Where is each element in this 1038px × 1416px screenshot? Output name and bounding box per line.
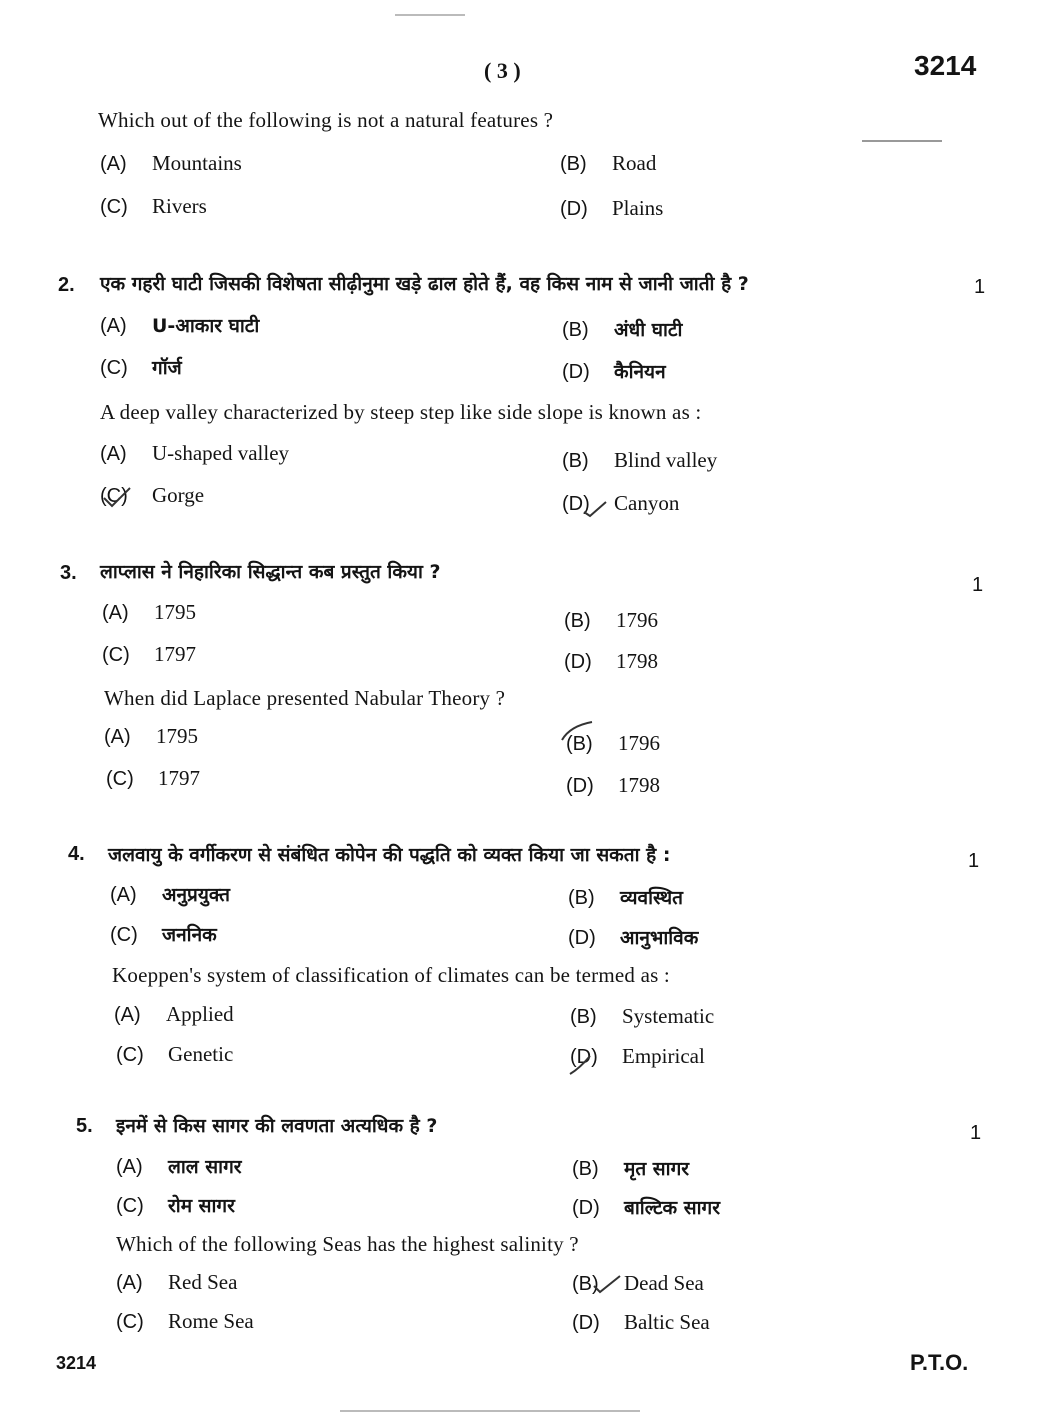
q4-option-a-en: (A) Applied bbox=[114, 1002, 234, 1026]
tick-mark-icon bbox=[566, 1050, 600, 1080]
q5-option-b-hi: (B) मृत सागर bbox=[572, 1158, 690, 1180]
q4-option-d-en: (D) Empirical bbox=[570, 1044, 705, 1068]
q1-option-c: (C) Rivers bbox=[100, 194, 207, 218]
q3-option-d-en: (D) 1798 bbox=[566, 773, 660, 797]
tick-mark-icon bbox=[556, 718, 596, 746]
q2-option-b-hi: (B) अंधी घाटी bbox=[562, 319, 683, 341]
q2-marks: 1 bbox=[974, 276, 986, 298]
q4-option-c-hi: (C) जननिक bbox=[110, 924, 217, 946]
q5-option-c-en: (C) Rome Sea bbox=[116, 1309, 254, 1333]
q4-question-hi: जलवायु के वर्गीकरण से संबंधित कोपेन की पद्धति को व्यक्त किया जा सकता है : bbox=[108, 844, 671, 866]
q2-question-en: A deep valley characterized by steep step like side slope is known as : bbox=[100, 400, 702, 424]
scan-speck bbox=[340, 1410, 640, 1412]
q2-option-b-en: (B) Blind valley bbox=[562, 448, 718, 472]
q2-question-hi: एक गहरी घाटी जिसकी विशेषता सीढ़ीनुमा खड़े ढाल होते हैं, वह किस नाम से जानी जाती है ? bbox=[100, 273, 749, 295]
q3-number: 3. bbox=[60, 562, 77, 584]
q5-option-a-en: (A) Red Sea bbox=[116, 1270, 238, 1294]
q4-option-b-en: (B) Systematic bbox=[570, 1004, 715, 1028]
q2-option-c-hi: (C) गॉर्ज bbox=[100, 357, 182, 379]
q5-option-c-hi: (C) रोम सागर bbox=[116, 1195, 235, 1217]
q2-option-a-en: (A) U-shaped valley bbox=[100, 441, 290, 465]
q4-number: 4. bbox=[68, 843, 85, 865]
paper-code-header: 3214 bbox=[914, 50, 977, 81]
q4-question-en: Koeppen's system of classification of climates can be termed as : bbox=[112, 963, 670, 987]
q3-option-d-hi: (D) 1798 bbox=[564, 649, 658, 673]
q3-option-c-hi: (C) 1797 bbox=[102, 642, 196, 666]
q2-option-d-hi: (D) कैनियन bbox=[562, 361, 666, 383]
q5-option-b-en: (B) Dead Sea bbox=[572, 1271, 704, 1295]
q3-option-b-en: (B) 1796 bbox=[566, 731, 660, 755]
q5-option-d-hi: (D) बाल्टिक सागर bbox=[572, 1197, 720, 1219]
scan-speck bbox=[395, 14, 465, 16]
q4-marks: 1 bbox=[968, 850, 980, 872]
q1-question-en: Which out of the following is not a natural features ? bbox=[98, 108, 554, 132]
q3-option-a-en: (A) 1795 bbox=[104, 724, 198, 748]
q3-option-a-hi: (A) 1795 bbox=[102, 600, 196, 624]
q5-number: 5. bbox=[76, 1115, 93, 1137]
tick-mark-icon bbox=[590, 1272, 624, 1298]
q5-marks: 1 bbox=[970, 1122, 982, 1144]
pto-label: P.T.O. bbox=[910, 1350, 969, 1375]
q3-option-c-en: (C) 1797 bbox=[106, 766, 200, 790]
q4-option-d-hi: (D) आनुभाविक bbox=[568, 927, 699, 949]
tick-mark-icon bbox=[100, 484, 134, 512]
q4-option-c-en: (C) Genetic bbox=[116, 1042, 234, 1066]
q5-option-a-hi: (A) लाल सागर bbox=[116, 1156, 242, 1178]
q3-question-hi: लाप्लास ने निहारिका सिद्धान्त कब प्रस्तुत किया ? bbox=[100, 561, 441, 583]
q3-marks: 1 bbox=[972, 574, 984, 596]
q2-option-d-en: (D) Canyon bbox=[562, 491, 680, 515]
q1-option-a: (A) Mountains bbox=[100, 151, 242, 175]
q3-question-en: When did Laplace presented Nabular Theory ? bbox=[104, 686, 506, 710]
q5-option-d-en: (D) Baltic Sea bbox=[572, 1310, 710, 1334]
scan-speck bbox=[862, 140, 942, 142]
q5-question-hi: इनमें से किस सागर की लवणता अत्यधिक है ? bbox=[116, 1115, 438, 1137]
q4-option-b-hi: (B) व्यवस्थित bbox=[568, 887, 683, 909]
q2-option-c-en: (C) Gorge bbox=[100, 483, 205, 507]
q5-question-en: Which of the following Seas has the highest salinity ? bbox=[116, 1232, 579, 1256]
tick-mark-icon bbox=[580, 496, 610, 520]
q1-option-d: (D) Plains bbox=[560, 196, 664, 220]
page-number: ( 3 ) bbox=[484, 58, 521, 83]
q2-option-a-hi: (A) U-आकार घाटी bbox=[100, 315, 260, 337]
q2-number: 2. bbox=[58, 274, 75, 296]
q4-option-a-hi: (A) अनुप्रयुक्त bbox=[110, 884, 230, 906]
q1-option-b: (B) Road bbox=[560, 151, 657, 175]
q3-option-b-hi: (B) 1796 bbox=[564, 608, 658, 632]
paper-code-footer: 3214 bbox=[56, 1353, 97, 1373]
